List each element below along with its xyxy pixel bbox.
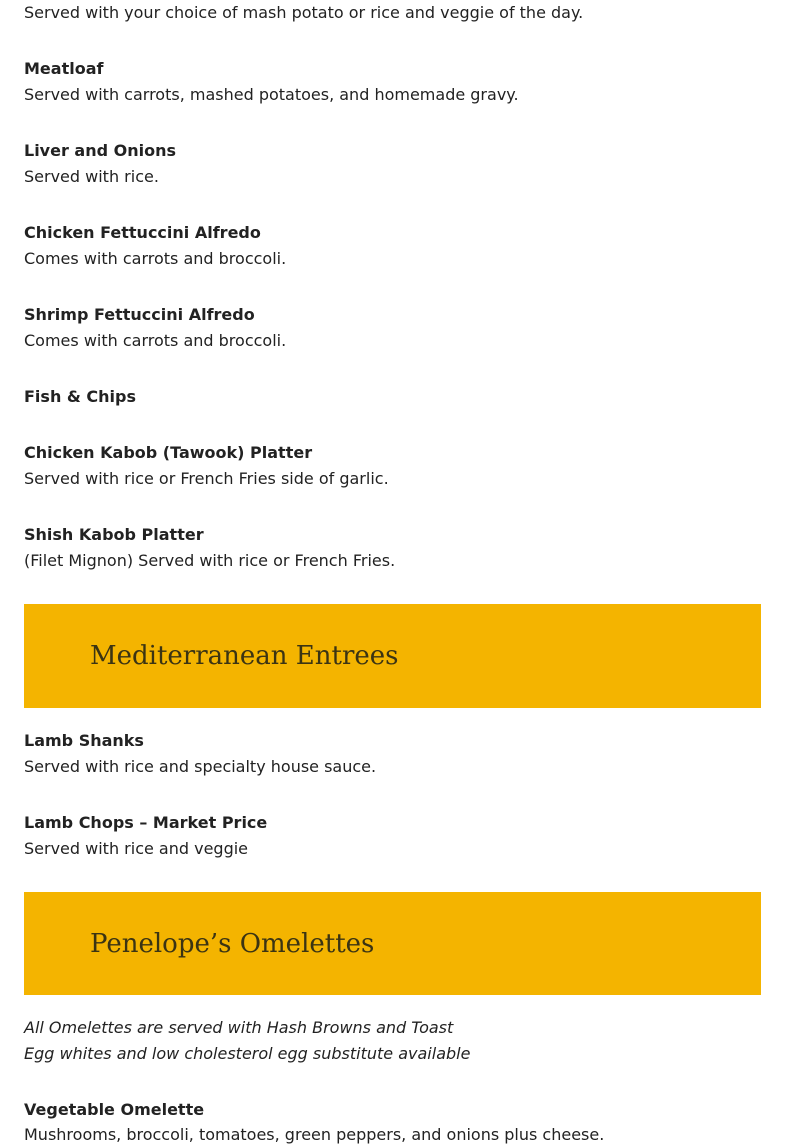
section-title: Penelope’s Omelettes bbox=[90, 929, 375, 959]
item-description: Served with rice. bbox=[24, 167, 159, 186]
item-description: Served with your choice of mash potato or rice and veggie of the day. bbox=[24, 3, 584, 22]
item-name: Lamb Shanks bbox=[24, 731, 144, 750]
item-name: Shrimp Fettuccini Alfredo bbox=[24, 305, 255, 324]
item-name: Chicken Kabob (Tawook) Platter bbox=[24, 443, 313, 462]
item-description: Served with rice and veggie bbox=[24, 839, 249, 858]
section-note: All Omelettes are served with Hash Browns and Toast bbox=[24, 1018, 454, 1037]
item-description: Comes with carrots and broccoli. bbox=[24, 249, 287, 268]
section-banner-omelettes bbox=[24, 892, 761, 995]
section-note: Egg whites and low cholesterol egg substitute available bbox=[24, 1044, 471, 1063]
item-name: Shish Kabob Platter bbox=[24, 525, 204, 544]
item-name: Liver and Onions bbox=[24, 141, 177, 160]
item-name: Meatloaf bbox=[24, 59, 104, 78]
section-title: Mediterranean Entrees bbox=[90, 641, 399, 671]
item-description: Comes with carrots and broccoli. bbox=[24, 331, 287, 350]
item-description: Served with carrots, mashed potatoes, and homemade gravy. bbox=[24, 85, 519, 104]
item-description: (Filet Mignon) Served with rice or French Fries. bbox=[24, 551, 396, 570]
item-name: Fish & Chips bbox=[24, 387, 137, 406]
item-name: Vegetable Omelette bbox=[24, 1100, 205, 1119]
item-description: Served with rice or French Fries side of garlic. bbox=[24, 469, 389, 488]
item-name: Lamb Chops – Market Price bbox=[24, 813, 268, 832]
item-description: Mushrooms, broccoli, tomatoes, green peppers, and onions plus cheese. bbox=[24, 1125, 605, 1144]
section-banner-mediterranean bbox=[24, 604, 761, 708]
item-name: Chicken Fettuccini Alfredo bbox=[24, 223, 261, 242]
item-description: Served with rice and specialty house sauce. bbox=[24, 757, 377, 776]
